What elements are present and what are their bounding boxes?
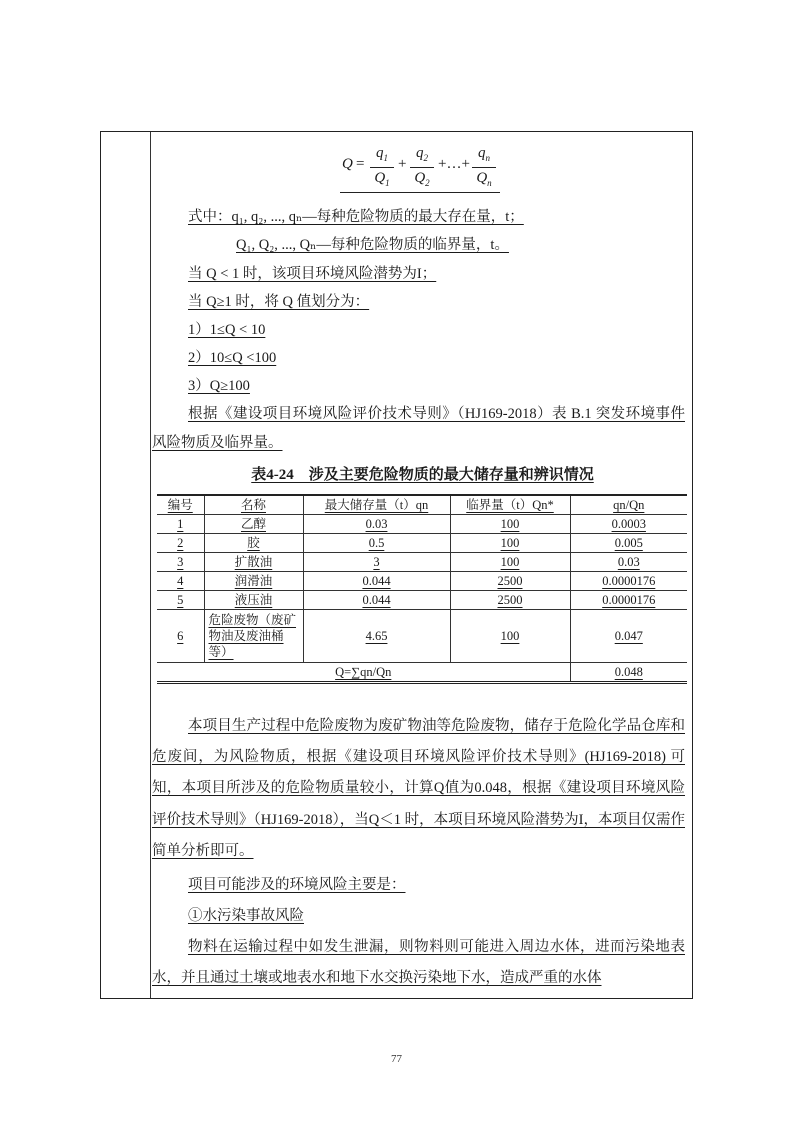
table-caption: 表4-24 涉及主要危险物质的最大储存量和辨识情况 — [251, 467, 594, 483]
definition-q: 式中：q₁, q₂, ..., qₙ—每种危险物质的最大存在量，t； — [188, 209, 524, 225]
left-label-column — [101, 132, 151, 998]
formula-equals: = — [356, 156, 365, 172]
table-row: 1 乙醇 0.03 100 0.0003 — [157, 515, 687, 534]
header-cell: 最大储存量（t）qn — [303, 495, 450, 515]
formula-ellipsis: +…+ — [438, 156, 470, 172]
header-cell: 临界量（t）Qn* — [450, 495, 570, 515]
page-number: 77 — [391, 1053, 402, 1065]
hazard-substance-table — [157, 494, 687, 684]
total-label: Q=∑qn/Qn — [157, 663, 570, 683]
table-total-row — [157, 663, 687, 683]
formula-lhs: Q — [342, 156, 353, 172]
criteria-line-5: 3）Q≥100 — [188, 378, 250, 394]
formula-term-n: $\frac{q_n}{Q_n}$ — [472, 144, 496, 193]
conclusion-paragraph: 本项目生产过程中危险废物为废矿物油等危险废物，储存于危险化学品仓库和危废间，为风险物质，根据《建设项目环境风险评价技术导则》(HJ169-2018) 可知，本项目所涉及的危险物质量较小，计算Q值为0.048，根据《建设项目环境风险评价技术导则》（HJ169-2018），当Q＜1 时，本项目环境风险潜势为I，本项目仅需作简单分析即可。 — [152, 718, 685, 859]
table-row: 4 润滑油 0.044 2500 0.0000176 — [157, 572, 687, 591]
table-row: 3 扩散油 3 100 0.03 — [157, 553, 687, 572]
criteria-line-3: 1）1≤Q < 10 — [188, 322, 266, 338]
criteria-line-2: 当 Q≥1 时，将 Q 值划分为： — [188, 294, 370, 310]
reference-paragraph: 根据《建设项目环境风险评价技术导则》（HJ169-2018）表 B.1 突发环境事件风险物质及临界量。 — [152, 406, 685, 451]
water-pollution-paragraph: 物料在运输过程中如发生泄漏，则物料则可能进入周边水体，进而污染地表水，并且通过土壤或地表水和地下水交换污染地下水，造成严重的水体 — [152, 939, 685, 987]
definition-Q: Q₁, Q₂, ..., Qₙ—每种危险物质的临界量，t。 — [236, 237, 509, 253]
criteria-line-4: 2）10≤Q <100 — [188, 350, 277, 366]
table-row: 6 危险废物（废矿物油及废油桶等） 4.65 100 0.047 — [157, 610, 687, 663]
header-cell: 编号 — [157, 495, 204, 515]
formula-plus: + — [398, 156, 407, 172]
header-cell: 名称 — [204, 495, 303, 515]
formula-term-1: $\frac{q_1}{Q_1}$ — [370, 144, 394, 193]
formula-term-2: $\frac{q_2}{Q_2}$ — [410, 144, 434, 193]
water-pollution-heading: ①水污染事故风险 — [188, 908, 304, 924]
criteria-line-1: 当 Q < 1 时，该项目环境风险潜势为I； — [188, 266, 437, 282]
q-formula — [340, 142, 500, 193]
table-header-row — [157, 495, 687, 515]
header-cell: qn/Qn — [570, 495, 687, 515]
table-row: 5 液压油 0.044 2500 0.0000176 — [157, 591, 687, 610]
total-value: 0.048 — [570, 663, 687, 683]
table-row: 2 胶 0.5 100 0.005 — [157, 534, 687, 553]
risk-intro: 项目可能涉及的环境风险主要是： — [188, 877, 406, 893]
